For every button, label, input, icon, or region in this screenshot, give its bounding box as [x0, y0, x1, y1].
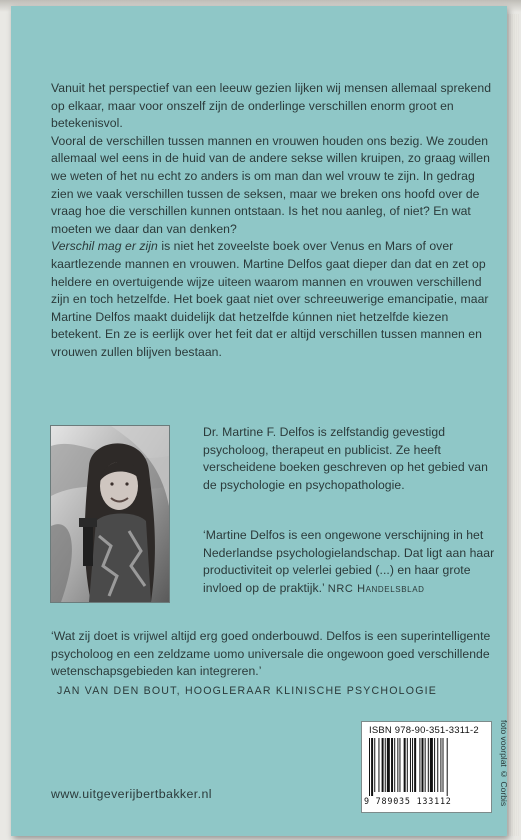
- barcode-bar: [399, 738, 400, 792]
- blurb-text: [51, 80, 497, 362]
- barcode-bar: [443, 738, 444, 792]
- blurb-paragraph-2: Vooral de verschillen tussen mannen en vrouwen houden ons bezig. We zouden allemaal wel eens in de huid van de andere sekse willen kruipen, zo graag willen we weten of het nu echt zo anders is om man dan wel vrouw te zijn. In gedrag zien we vaak verschillen tussen de seksen, maar we breken ons hoofd over de vraag hoe die verschillen kunnen ontstaan. Is het nou aanleg, of niet? En wat moeten we daar dan van denken?: [51, 133, 490, 236]
- book-title: Verschil mag er zijn: [51, 239, 158, 254]
- press-quote-nrc: [203, 527, 497, 598]
- barcode-bars: [369, 738, 484, 796]
- barcode-bar: [412, 738, 413, 792]
- barcode-bar: [387, 738, 390, 792]
- barcode-bar: [425, 738, 426, 792]
- book-page-edges: [507, 14, 519, 836]
- barcode-bar: [422, 738, 424, 792]
- barcode-bar: [447, 738, 448, 796]
- author-bio: [203, 424, 497, 508]
- isbn-barcode: [361, 721, 492, 813]
- author-photo: [50, 425, 170, 603]
- barcode-bar: [385, 738, 386, 792]
- barcode-bar: [394, 738, 395, 792]
- barcode-bar: [430, 738, 433, 792]
- barcode-bar: [428, 738, 429, 792]
- blurb-paragraph-1: Vanuit het perspectief van een leeuw gezien lijken wij mensen allemaal sprekend op elkaar, maar voor onszelf zijn de onderlinge verschillen enorm groot en betekenisvol.: [51, 81, 492, 131]
- author-bio-text: Dr. Martine F. Delfos is zelfstandig gevestigd psycholoog, therapeut en publicist. Ze heeft verscheidene boeken geschreven op het gebied van de psychologie en psychopathologie.: [203, 425, 488, 492]
- barcode-bar: [407, 738, 408, 792]
- press-quote-nrc-source: NRC Handelsblad: [327, 582, 425, 595]
- barcode-bar: [404, 738, 406, 792]
- barcode-bar: [440, 738, 441, 792]
- barcode-bar: [437, 738, 438, 792]
- isbn-number: ISBN 978-90-351-3311-2: [369, 725, 479, 736]
- barcode-bar: [382, 738, 384, 792]
- press-quote-nrc-text: [203, 527, 497, 598]
- blurb-paragraph-3: [51, 238, 497, 361]
- barcode-bar: [397, 738, 398, 792]
- barcode-bar: [369, 738, 370, 796]
- barcode-digits: 9 789035 133112: [364, 796, 452, 806]
- barcode-bar: [391, 738, 393, 792]
- barcode-bar: [414, 738, 416, 792]
- barcode-bar: [371, 738, 373, 796]
- barcode-bar: [410, 738, 411, 792]
- blurb-paragraph-3-body: is niet het zoveelste boek over Venus en Mars of over kaartlezende mannen en vrouwen. Martine Delfos gaat dieper dan dat en zet op heldere en overtuigende wijze uiteen waarom mannen en vrouwen verschillend zijn en toch hetzelfde. Het boek gaat niet over schreeuwerige emancipatie, maar Martine Delfos maakt duidelijk dat hetzelfde kúnnen niet hetzelfde kiezen betekent. En ze is eerlijk over het feit dat er altijd verschillen tussen mannen en vrouwen zullen blijven bestaan.: [51, 239, 489, 359]
- publisher-website: www.uitgeverijbertbakker.nl: [51, 787, 212, 801]
- press-quote-nrc-body: ‘Martine Delfos is een ongewone verschijning in het Nederlandse psychologielandschap. Dat ligt aan haar productiviteit op velerlei gebied (...) en haar grote invloed op de praktijk.’: [203, 528, 495, 595]
- press-quote-van-den-bout-text: ‘Wat zij doet is vrijwel altijd erg goed onderbouwd. Delfos is een superintelligente psycholoog en een zeldzame uomo universale die ongewoon goed verschillende wetenschapsgebieden kan integreren.’: [51, 629, 491, 679]
- barcode-bar: [378, 738, 379, 792]
- author-photo-image: [51, 426, 169, 602]
- press-quote-attribution: JAN VAN DEN BOUT, HOOGLERAAR KLINISCHE PSYCHOLOGIE: [57, 684, 438, 697]
- barcode-bar: [419, 738, 420, 792]
- barcode-bar: [434, 738, 435, 792]
- press-quote-van-den-bout: [51, 628, 497, 700]
- photo-credit: foto voorplat © Corbis: [499, 720, 509, 807]
- barcode-bar: [374, 738, 375, 792]
